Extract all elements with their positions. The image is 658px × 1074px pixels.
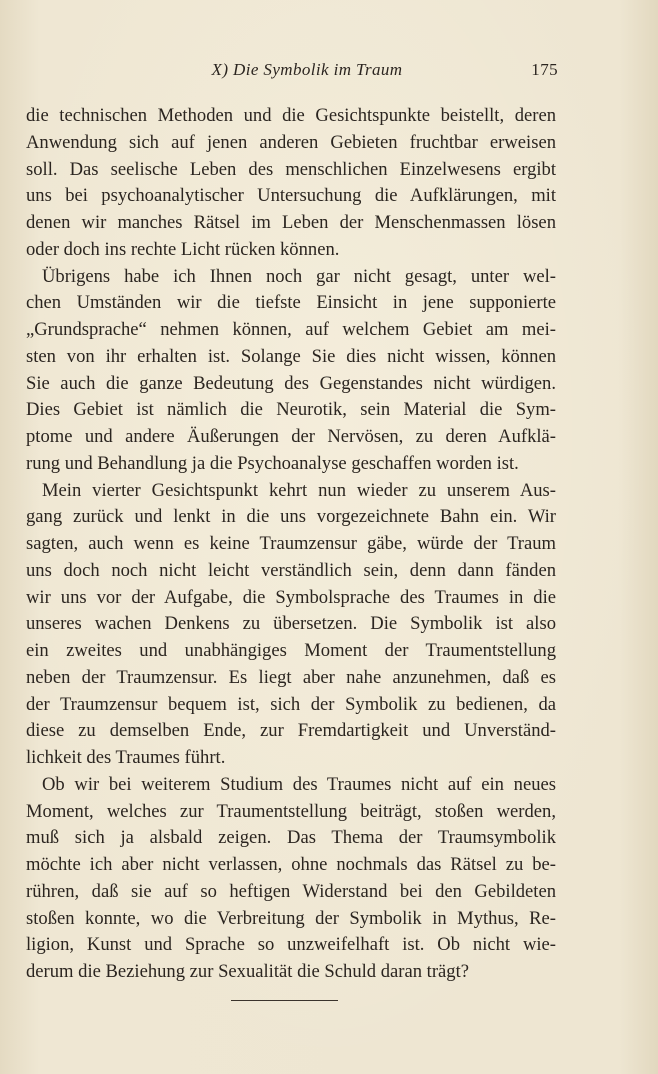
text-line: Übrigens habe ich Ihnen noch gar nicht gesagt, unter wel- xyxy=(42,265,556,287)
text-line: Sie auch die ganze Bedeutung des Gegenstandes nicht würdigen. xyxy=(26,372,556,394)
text-line: Dies Gebiet ist nämlich die Neurotik, sein Material die Sym- xyxy=(26,399,556,421)
text-line: Ob wir bei weiterem Studium des Traumes nicht auf ein neues xyxy=(42,773,556,795)
section-end-rule xyxy=(231,1000,338,1001)
page-number: 175 xyxy=(531,60,558,79)
text-line: unseres wachen Denkens zu übersetzen. Die Symbolik ist also xyxy=(26,613,556,635)
text-line: rung und Behandlung ja die Psychoanalyse geschaffen worden ist. xyxy=(26,452,519,474)
chapter-title: X) Die Symbolik im Traum xyxy=(211,60,403,79)
text-line: rühren, daß sie auf so heftigen Widerstand bei den Gebildeten xyxy=(26,880,556,902)
text-line: der Traumzensur bequem ist, sich der Symbolik zu bedienen, da xyxy=(26,693,556,715)
running-header xyxy=(26,60,558,84)
text-line: Anwendung sich auf jenen anderen Gebieten fruchtbar erweisen xyxy=(26,131,556,153)
text-line: sten von ihr erhalten ist. Solange Sie dies nicht wissen, können xyxy=(26,345,556,367)
text-line: neben der Traumzensur. Es liegt aber nahe anzunehmen, daß es xyxy=(26,666,556,688)
body-text xyxy=(26,103,556,986)
text-line: gang zurück und lenkt in die uns vorgezeichnete Bahn ein. Wir xyxy=(26,506,556,528)
text-line: stoßen konnte, wo die Verbreitung der Symbolik in Mythus, Re- xyxy=(26,907,556,929)
text-line: Mein vierter Gesichtspunkt kehrt nun wieder zu unserem Aus- xyxy=(42,479,556,501)
text-line: wir uns vor der Aufgabe, die Symbolsprache des Traumes in die xyxy=(26,586,556,608)
text-line: „Grundsprache“ nehmen können, auf welchem Gebiet am mei- xyxy=(26,319,556,340)
text-line: derum die Beziehung zur Sexualität die Schuld daran trägt? xyxy=(26,961,469,982)
text-line: ligion, Kunst und Sprache so unzweifelhaft ist. Ob nicht wie- xyxy=(26,934,556,956)
text-line: oder doch ins rechte Licht rücken können. xyxy=(26,238,340,260)
text-line: uns bei psychoanalytischer Untersuchung die Aufklärungen, mit xyxy=(26,185,556,207)
text-line: sagten, auch wenn es keine Traumzensur gäbe, würde der Traum xyxy=(26,533,556,554)
text-line: diese zu demselben Ende, zur Fremdartigkeit und Unverständ- xyxy=(26,720,556,742)
text-line: soll. Das seelische Leben des menschlichen Einzelwesens ergibt xyxy=(26,158,556,180)
text-line: uns doch noch nicht leicht verständlich sein, denn dann fänden xyxy=(26,559,556,581)
text-line: möchte ich aber nicht verlassen, ohne nochmals das Rätsel zu be- xyxy=(26,854,556,875)
text-line: die technischen Methoden und die Gesichtspunkte beistellt, deren xyxy=(26,105,556,126)
text-line: chen Umständen wir die tiefste Einsicht in jene supponierte xyxy=(26,292,556,314)
text-line: denen wir manches Rätsel im Leben der Menschenmassen lösen xyxy=(26,212,556,233)
text-line: ein zweites und unabhängiges Moment der Traumentstellung xyxy=(26,640,556,661)
text-line: lichkeit des Traumes führt. xyxy=(26,747,226,768)
text-line: muß sich ja alsbald zeigen. Das Thema der Traumsymbolik xyxy=(26,827,556,849)
text-line: ptome und andere Äußerungen der Nervösen, zu deren Aufklä- xyxy=(26,426,556,447)
text-line: Moment, welches zur Traumentstellung beiträgt, stoßen werden, xyxy=(26,800,556,822)
